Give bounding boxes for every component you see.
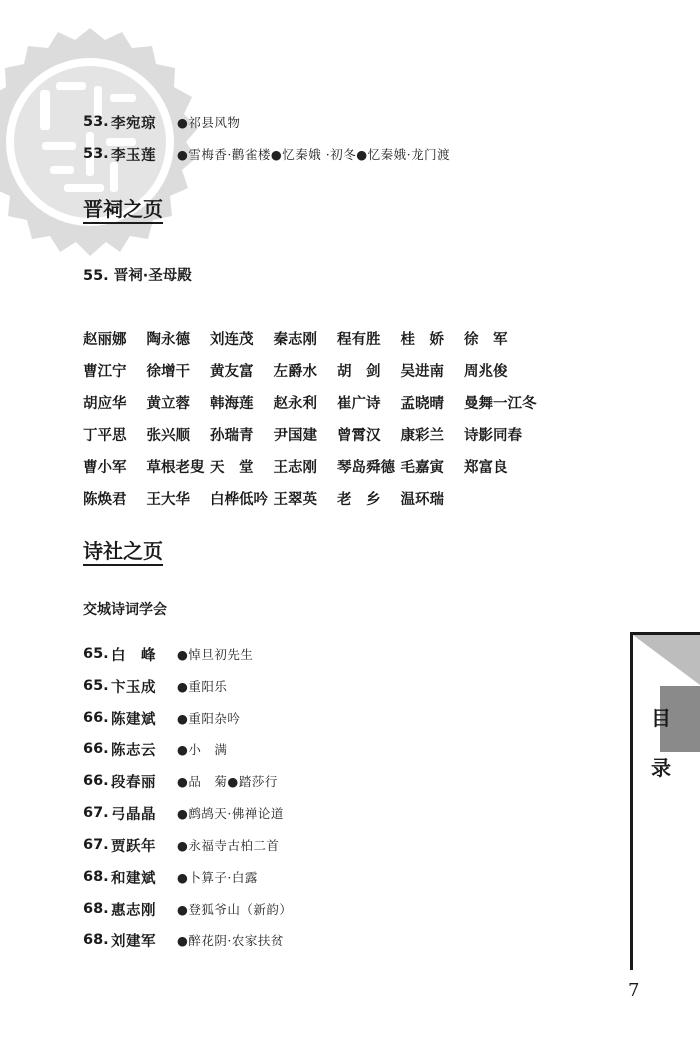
entry-author: 卞玉成 xyxy=(111,679,156,696)
entry-author: 惠志刚 xyxy=(111,902,156,919)
entry-works: ●醉花阴·农家扶贫 xyxy=(177,933,284,948)
contributor-name: 赵永利 xyxy=(273,395,317,412)
entry-works: ●悼旦初先生 xyxy=(177,647,254,662)
names-row xyxy=(83,322,563,354)
contributor-name: 周兆俊 xyxy=(464,363,508,380)
contributor-name: 胡 剑 xyxy=(337,363,381,380)
entry-page-number: 53. xyxy=(83,114,109,130)
contributor-name: 曹小军 xyxy=(83,459,127,476)
entry-page-number: 67. xyxy=(83,805,109,821)
contributor-name: 刘连茂 xyxy=(210,331,254,348)
contributor-name: 曹江宁 xyxy=(83,363,127,380)
entry-page-number: 65. xyxy=(83,678,109,694)
entry-author: 段春丽 xyxy=(111,774,156,791)
section-title-shishe[interactable]: 诗社之页 xyxy=(83,539,163,566)
contributor-name: 毛嘉寅 xyxy=(400,459,444,476)
entry-author: 弓晶晶 xyxy=(111,806,156,823)
side-tab-char-1[interactable]: 目 xyxy=(651,706,671,730)
contributor-name: 徐 军 xyxy=(464,331,508,348)
contributor-name: 尹国建 xyxy=(273,427,317,444)
contributor-name: 黄立蓉 xyxy=(146,395,190,412)
toc-entry[interactable] xyxy=(83,706,240,730)
names-row xyxy=(83,354,563,386)
entry-works: ●永福寺古柏二首 xyxy=(177,838,280,853)
contributor-name: 天 堂 xyxy=(210,459,254,476)
entry-author: 和建斌 xyxy=(111,870,156,887)
entry-page-number: 68. xyxy=(83,869,109,885)
toc-entry[interactable] xyxy=(83,928,284,952)
entry-page-number: 66. xyxy=(83,773,109,789)
toc-entry[interactable] xyxy=(83,865,258,889)
section-title-jinci[interactable]: 晋祠之页 xyxy=(83,197,163,224)
contributor-name: 韩海莲 xyxy=(210,395,254,412)
entry-page-number: 68. xyxy=(83,901,109,917)
contributor-name: 康彩兰 xyxy=(400,427,444,444)
contributor-name: 黄友富 xyxy=(210,363,254,380)
contributor-name: 王志刚 xyxy=(273,459,317,476)
names-row xyxy=(83,450,563,482)
contributor-name: 赵丽娜 xyxy=(83,331,127,348)
entry-works: ●品 菊●踏莎行 xyxy=(177,774,278,789)
entry-author: 陈建斌 xyxy=(111,711,156,728)
contributor-name: 白桦低吟 xyxy=(210,491,268,508)
entry-works: ●鹧鸪天·佛禅论道 xyxy=(177,806,284,821)
contributor-name: 王大华 xyxy=(146,491,190,508)
entry-page-number: 67. xyxy=(83,837,109,853)
names-row xyxy=(83,482,563,514)
section-subheading-jinci[interactable]: 55. 晋祠·圣母殿 xyxy=(83,268,192,284)
toc-entry[interactable] xyxy=(83,737,227,761)
contributor-name: 张兴顺 xyxy=(146,427,190,444)
side-tab-char-2[interactable]: 录 xyxy=(651,756,671,780)
entry-page-number: 66. xyxy=(83,710,109,726)
entry-author: 贾跃年 xyxy=(111,838,156,855)
toc-entry[interactable] xyxy=(83,897,292,921)
entry-author: 刘建军 xyxy=(111,933,156,950)
entry-works: ●小 满 xyxy=(177,742,228,757)
contributor-name: 陈焕君 xyxy=(83,491,127,508)
entry-author: 李宛琼 xyxy=(111,115,156,132)
toc-entry[interactable] xyxy=(83,801,284,825)
entry-works: ●重阳杂吟 xyxy=(177,711,241,726)
entry-works: ●卜算子·白露 xyxy=(177,870,258,885)
contributor-name: 琴岛舜德 xyxy=(337,459,395,476)
contributor-name: 郑富良 xyxy=(464,459,508,476)
toc-entry[interactable] xyxy=(83,110,240,134)
contributor-name: 崔广诗 xyxy=(337,395,381,412)
contributor-name: 胡应华 xyxy=(83,395,127,412)
names-row xyxy=(83,386,563,418)
toc-entry[interactable] xyxy=(83,769,278,793)
entry-works: ●祁县风物 xyxy=(177,115,241,130)
entry-works: ●雪梅香·鹳雀楼●忆秦娥 ·初冬●忆秦娥·龙门渡 xyxy=(177,147,451,162)
entry-works: ●登狐爷山（新韵） xyxy=(177,902,293,917)
contributor-name: 曾霄汉 xyxy=(337,427,381,444)
contributor-name: 吴进南 xyxy=(400,363,444,380)
entry-page-number: 53. xyxy=(83,146,109,162)
contributor-name: 孟晓晴 xyxy=(400,395,444,412)
contributor-name: 徐增干 xyxy=(146,363,190,380)
contributor-names-grid xyxy=(83,322,563,514)
contributor-name: 陶永德 xyxy=(146,331,190,348)
contributor-name: 孙瑞青 xyxy=(210,427,254,444)
entry-author: 李玉莲 xyxy=(111,147,156,164)
entry-works: ●重阳乐 xyxy=(177,679,228,694)
toc-entry[interactable] xyxy=(83,642,253,666)
contributor-name: 诗影同春 xyxy=(464,427,522,444)
contributor-name: 草根老叟 xyxy=(146,459,205,476)
toc-entry[interactable] xyxy=(83,142,450,166)
toc-entry[interactable] xyxy=(83,674,227,698)
contributor-name: 丁平思 xyxy=(83,427,127,444)
contributor-name: 老 乡 xyxy=(337,491,381,508)
contributor-name: 王翠英 xyxy=(273,491,317,508)
entry-page-number: 65. xyxy=(83,646,109,662)
contributor-name: 程有胜 xyxy=(337,331,381,348)
contributor-name: 桂 娇 xyxy=(400,331,444,348)
entry-author: 陈志云 xyxy=(111,742,156,759)
contributor-name: 左爵水 xyxy=(273,363,317,380)
side-tab-diagonal xyxy=(633,635,700,685)
entry-page-number: 68. xyxy=(83,932,109,948)
names-row xyxy=(83,418,563,450)
contributor-name: 曼舞一江冬 xyxy=(464,395,537,412)
toc-entry[interactable] xyxy=(83,833,279,857)
page-number: 7 xyxy=(628,980,640,1001)
contributor-name: 温环瑞 xyxy=(400,491,444,508)
section-subheading-shishe[interactable]: 交城诗词学会 xyxy=(83,602,167,618)
entry-page-number: 66. xyxy=(83,741,109,757)
contributor-name: 秦志刚 xyxy=(273,331,317,348)
entry-author: 白 峰 xyxy=(111,647,156,664)
